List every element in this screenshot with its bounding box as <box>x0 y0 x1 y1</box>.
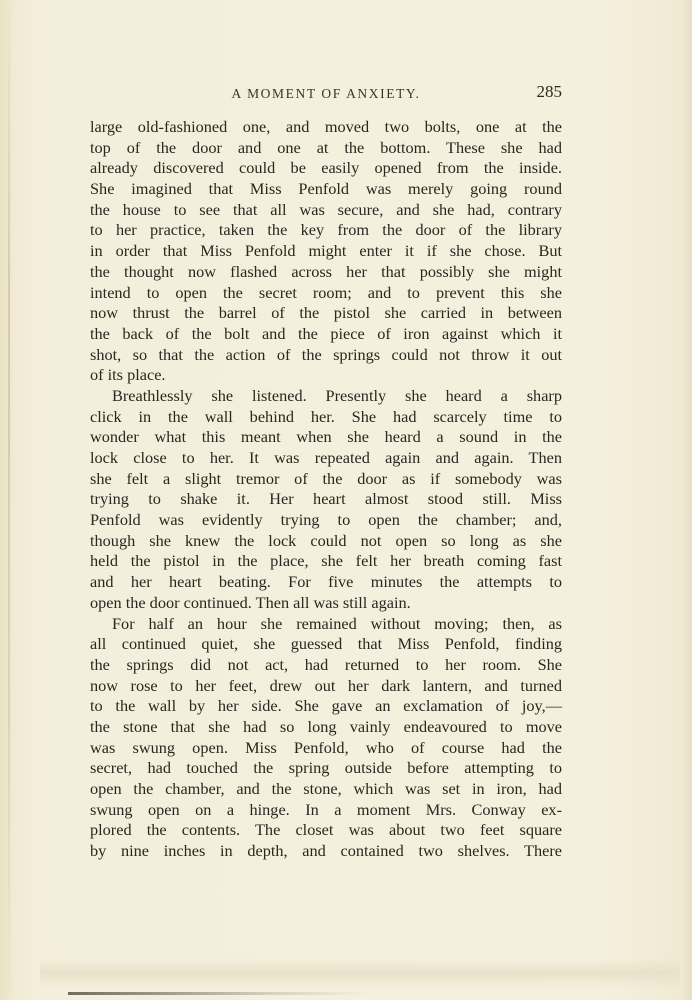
text-line: wonder what this meant when she heard a sound in the <box>90 427 562 447</box>
text-line: in order that Miss Penfold might enter it if she chose. But <box>90 241 562 261</box>
running-title: A MOMENT OF ANXIETY. <box>231 86 421 101</box>
text-line: the thought now flashed across her that possibly she might <box>90 261 562 281</box>
text-line: she felt a slight tremor of the door as if somebody was <box>90 468 562 488</box>
text-line: was swung open. Miss Penfold, who of course had the <box>90 737 562 757</box>
text-line: trying to shake it. Her heart almost stood still. Miss <box>90 489 562 509</box>
gutter-shadow <box>8 0 10 1000</box>
text-line: now thrust the barrel of the pistol she carried in between <box>90 303 562 323</box>
text-line: Penfold was evidently trying to open the chamber; and, <box>90 510 562 530</box>
text-line: shot, so that the action of the springs could not throw it out <box>90 344 562 364</box>
text-line: and her heart beating. For five minutes the attempts to <box>90 572 562 592</box>
text-line: click in the wall behind her. She had scarcely time to <box>90 406 562 426</box>
text-line: the house to see that all was secure, and she had, contrary <box>90 199 562 219</box>
text-line: open the chamber, and the stone, which was set in iron, had <box>90 779 562 798</box>
text-line: the springs did not act, had returned to her room. She <box>90 654 562 674</box>
bottom-ink-smudge <box>68 992 368 995</box>
text-line: lock close to her. It was repeated again and again. Then <box>90 448 562 467</box>
text-line: She imagined that Miss Penfold was merely going round <box>90 179 562 199</box>
text-line: the stone that she had so long vainly endeavoured to move <box>90 716 562 736</box>
text-line: secret, had touched the spring outside before attempting to <box>90 758 562 778</box>
text-line: to her practice, taken the key from the door of the library <box>90 220 562 240</box>
text-line: the back of the bolt and the piece of iron against which it <box>90 323 562 343</box>
page-bottom-shading <box>40 958 680 988</box>
page-number: 285 <box>536 82 562 101</box>
text-line: held the pistol in the place, she felt her breath coming fast <box>90 551 562 571</box>
text-line: to the wall by her side. She gave an exclamation of joy,— <box>90 696 562 716</box>
text-line: swung open on a hinge. In a moment Mrs. Conway ex- <box>90 799 562 819</box>
text-line: large old-fashioned one, and moved two bolts, one at the <box>90 117 562 136</box>
text-line: now rose to her feet, drew out her dark lantern, and turned <box>90 675 562 695</box>
text-line: already discovered could be easily opened from the inside. <box>90 158 562 178</box>
body-text <box>90 117 562 862</box>
paragraph-start-line: For half an hour she remained without moving; then, as <box>112 613 562 633</box>
text-line: by nine inches in depth, and contained two shelves. There <box>90 841 562 861</box>
paragraph-end-line: of its place. <box>90 365 166 385</box>
text-line: all continued quiet, she guessed that Miss Penfold, finding <box>90 634 562 654</box>
paragraph-start-line: Breathlessly she listened. Presently she heard a sharp <box>112 385 562 405</box>
paragraph-end-line: open the door continued. Then all was still again. <box>90 592 411 612</box>
page-header <box>90 82 562 106</box>
text-line: top of the door and one at the bottom. These she had <box>90 137 562 157</box>
text-line: though she knew the lock could not open so long as she <box>90 530 562 550</box>
text-line: intend to open the secret room; and to prevent this she <box>90 282 562 302</box>
text-line: plored the contents. The closet was about two feet square <box>90 820 562 840</box>
